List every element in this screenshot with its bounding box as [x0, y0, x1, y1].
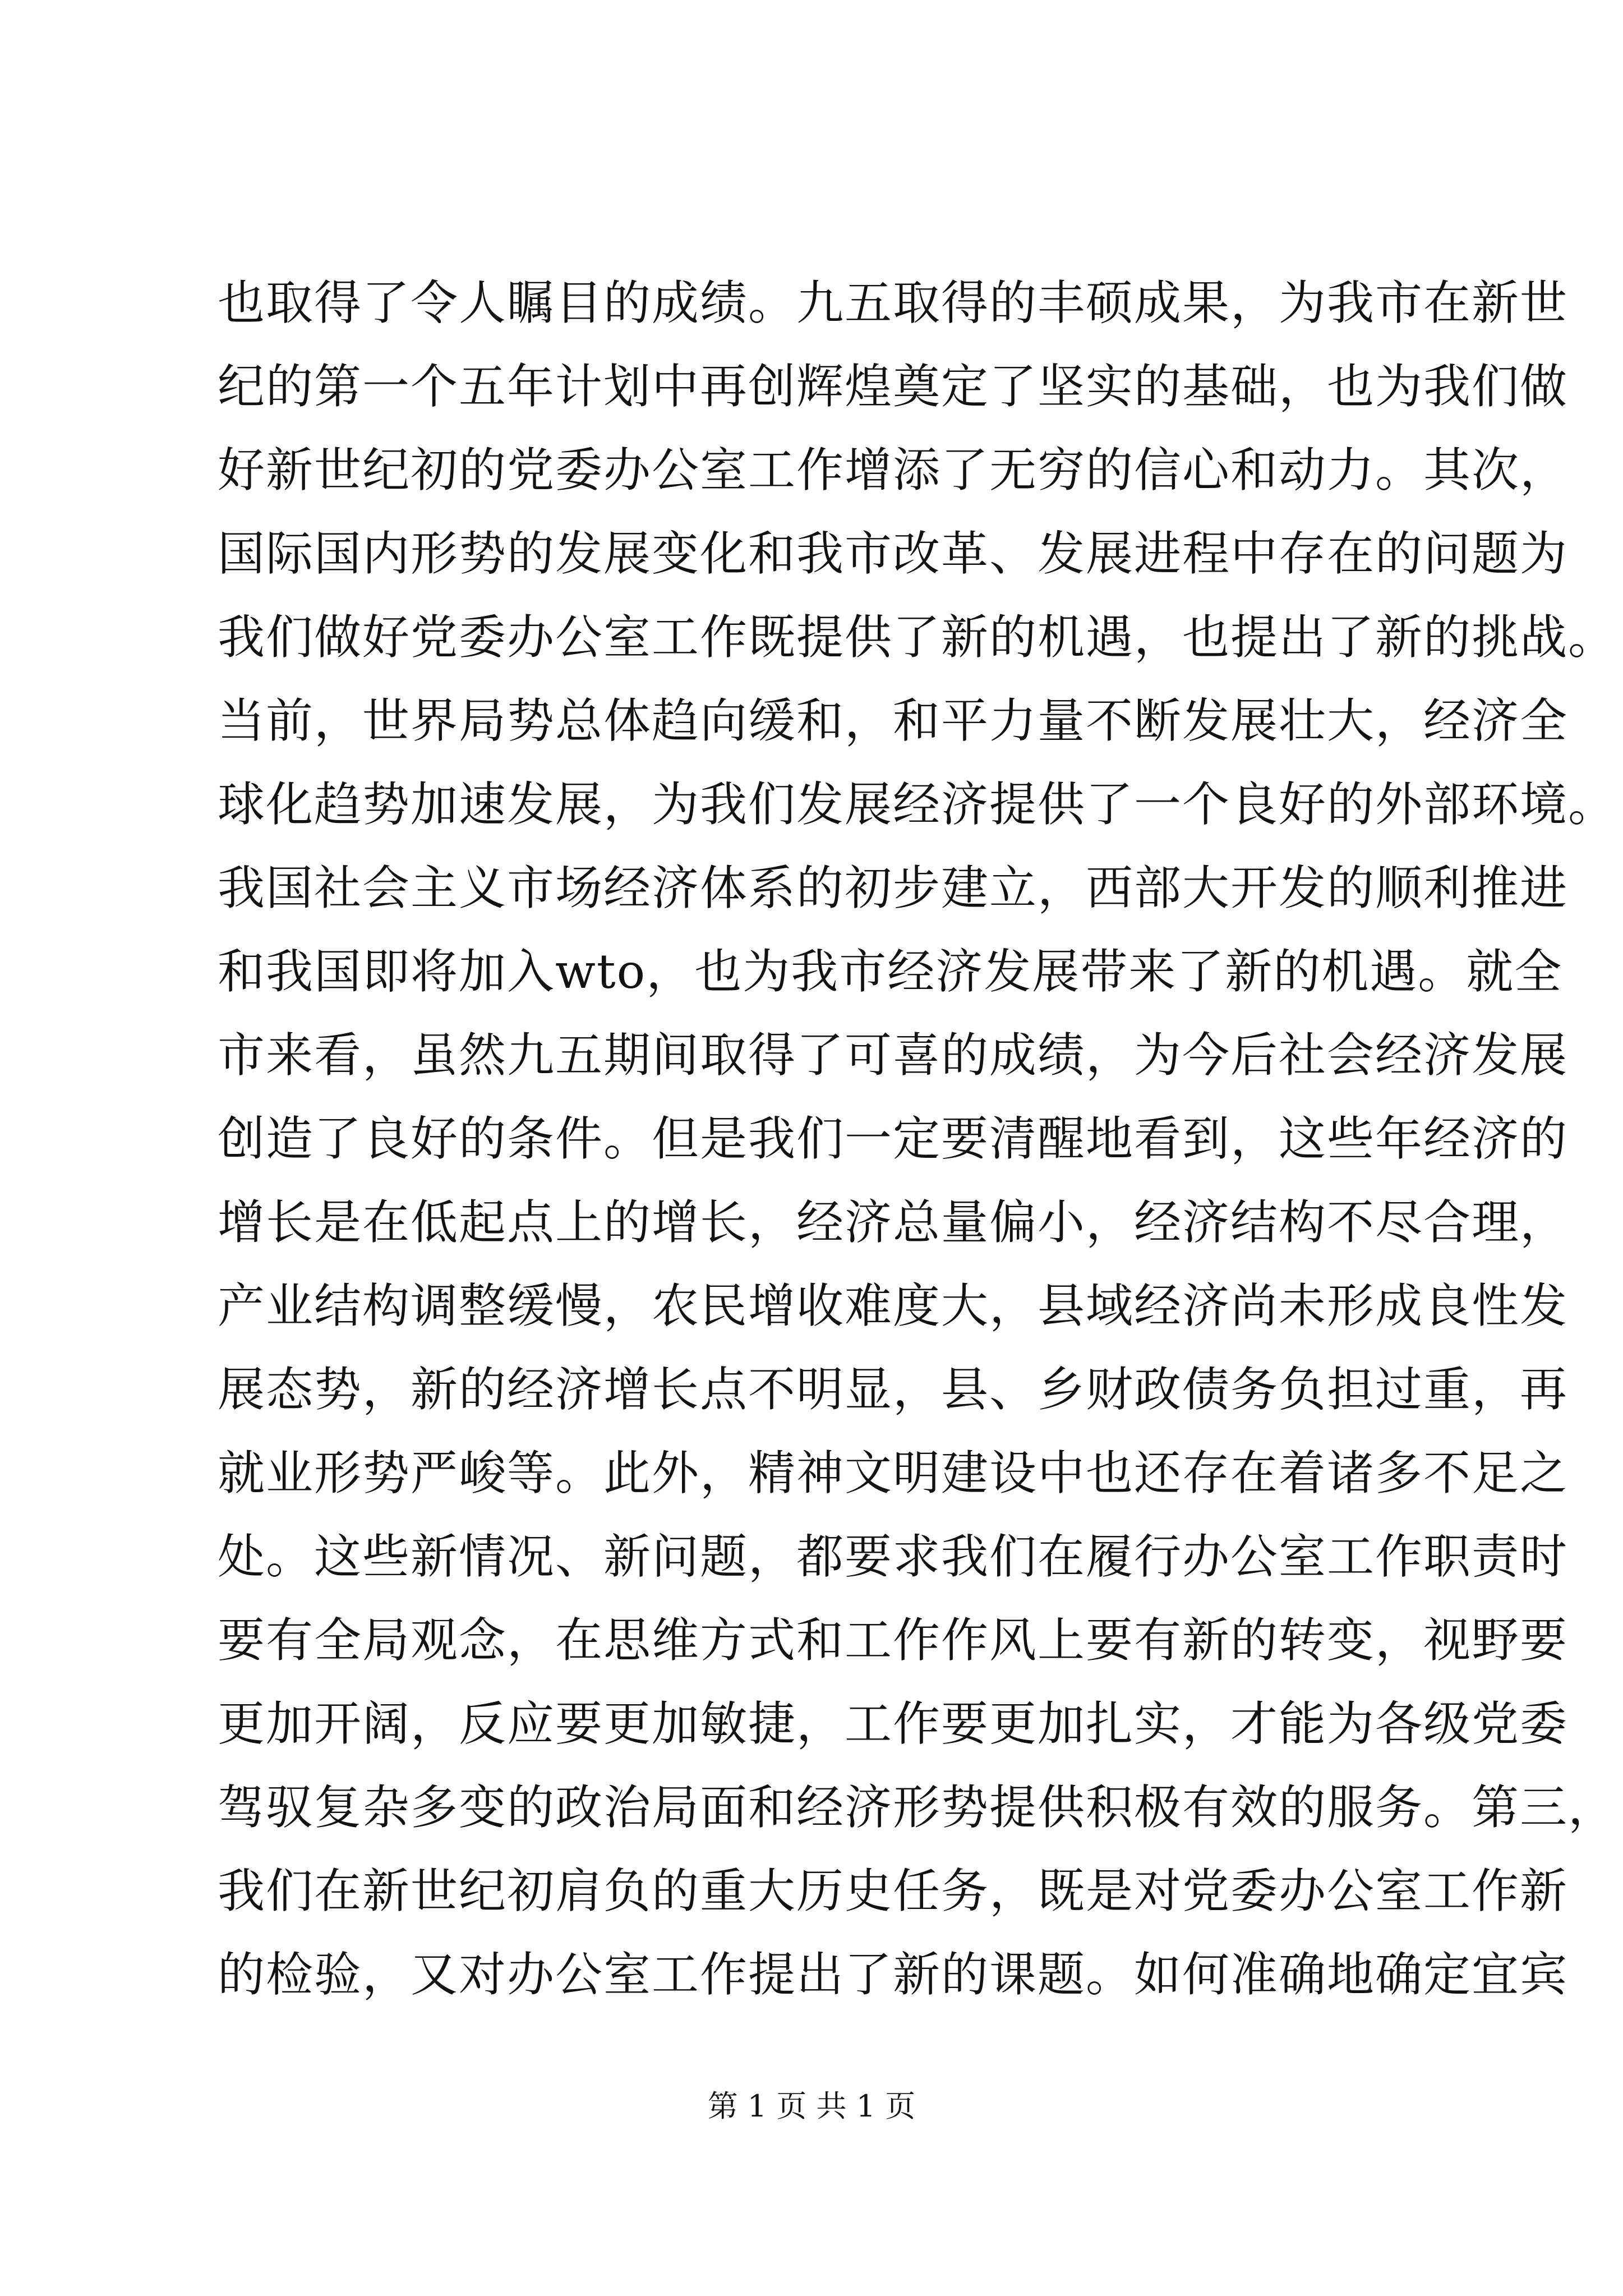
text-line: 球化趋势加速发展，为我们发展经济提供了一个良好的外部环境。 [218, 777, 1617, 832]
text-line: 就业形势严峻等。此外，精神文明建设中也还存在着诸多不足之 [218, 1446, 1569, 1501]
page-number-footer: 第 1 页 共 1 页 [707, 2088, 916, 2124]
text-line: 我们做好党委办公室工作既提供了新的机遇，也提出了新的挑战。 [218, 610, 1617, 665]
text-line: 驾驭复杂多变的政治局面和经济形势提供积极有效的服务。第三， [218, 1780, 1617, 1835]
text-line: 我们在新世纪初肩负的重大历史任务，既是对党委办公室工作新 [218, 1864, 1569, 1918]
text-line: 的检验，又对办公室工作提出了新的课题。如何准确地确定宜宾 [218, 1947, 1569, 2002]
text-line: 产业结构调整缓慢，农民增收难度大，县域经济尚未形成良性发 [218, 1278, 1569, 1333]
text-line: 好新世纪初的党委办公室工作增添了无穷的信心和动力。其次， [218, 443, 1569, 498]
text-line: 也取得了令人瞩目的成绩。九五取得的丰硕成果，为我市在新世 [218, 275, 1569, 330]
text-line: 当前，世界局势总体趋向缓和，和平力量不断发展壮大，经济全 [218, 693, 1569, 748]
text-line: 展态势，新的经济增长点不明显，县、乡财政债务负担过重，再 [218, 1362, 1569, 1417]
text-line: 纪的第一个五年计划中再创辉煌奠定了坚实的基础，也为我们做 [218, 359, 1569, 414]
text-line: 处。这些新情况、新问题，都要求我们在履行办公室工作职责时 [218, 1529, 1569, 1584]
text-line: 创造了良好的条件。但是我们一定要清醒地看到，这些年经济的 [218, 1111, 1569, 1166]
text-line: 市来看，虽然九五期间取得了可喜的成绩，为今后社会经济发展 [218, 1028, 1569, 1083]
text-line: 和我国即将加入wto，也为我市经济发展带来了新的机遇。就全 [218, 944, 1563, 999]
text-line: 更加开阔，反应要更加敏捷，工作要更加扎实，才能为各级党委 [218, 1696, 1569, 1751]
text-line: 国际国内形势的发展变化和我市改革、发展进程中存在的问题为 [218, 526, 1569, 581]
text-line: 要有全局观念，在思维方式和工作作风上要有新的转变，视野要 [218, 1613, 1569, 1668]
text-line: 我国社会主义市场经济体系的初步建立，西部大开发的顺利推进 [218, 861, 1569, 915]
text-line: 增长是在低起点上的增长，经济总量偏小，经济结构不尽合理， [218, 1195, 1569, 1250]
